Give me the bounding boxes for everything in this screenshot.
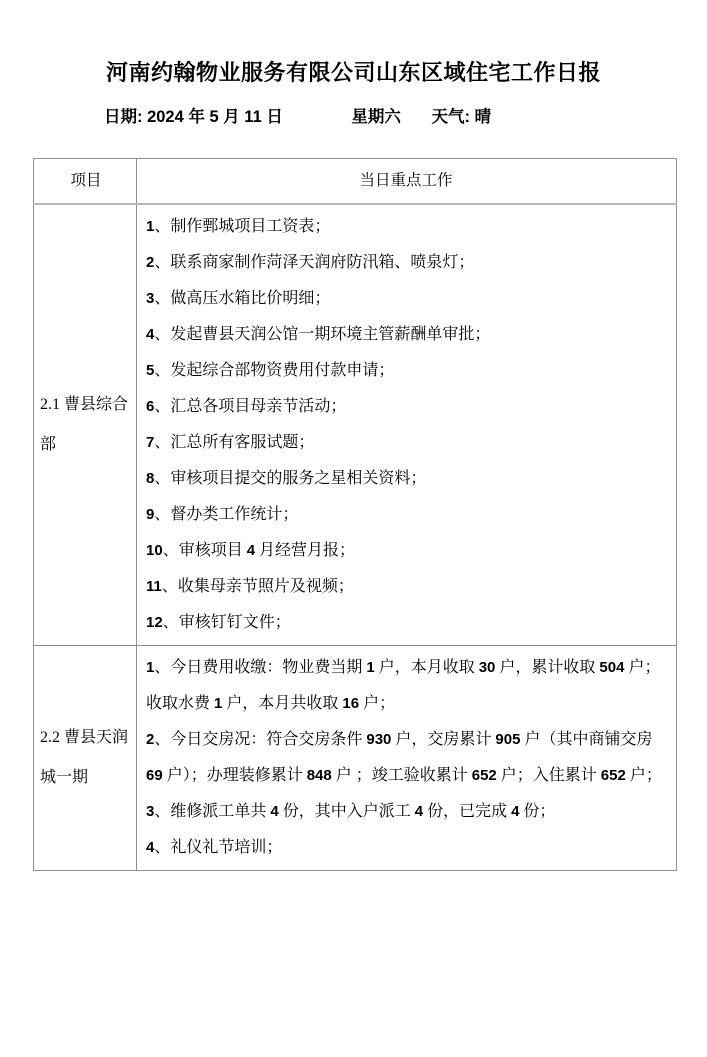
table-row — [34, 204, 677, 646]
weather-text: 天气: 晴 — [431, 108, 492, 126]
work-cell — [137, 204, 677, 646]
project-cell: 2.2 曹县天润城一期 — [34, 646, 137, 871]
work-item: 9、督办类工作统计； — [146, 506, 299, 523]
work-item: 2、今日交房况：符合交房条件 930 户，交房累计 905 户（其中商铺交房 69 户）；办理装修累计 848 户 ；竣工验收累计 652 户；入住累计 652 户； — [146, 731, 662, 784]
work-item: 12、审核钉钉文件； — [146, 614, 291, 631]
header-cell-work: 当日重点工作 — [137, 159, 677, 205]
work-item: 3、维修派工单共 4 份，其中入户派工 4 份，已完成 4 份； — [146, 803, 556, 820]
page-title: 河南约翰物业服务有限公司山东区域住宅工作日报 — [105, 60, 601, 85]
work-item: 4、发起曹县天润公馆一期环境主管薪酬单审批； — [146, 326, 491, 343]
weekday-text: 星期六 — [351, 108, 401, 126]
meta-line — [104, 106, 707, 128]
work-item: 4、礼仪礼节培训； — [146, 839, 283, 856]
table-row — [34, 646, 677, 871]
work-item: 1、制作鄄城项目工资表； — [146, 218, 331, 235]
work-item: 10、审核项目 4 月经营月报； — [146, 542, 356, 559]
work-item: 11、收集母亲节照片及视频； — [146, 578, 354, 595]
date-text: 日期: 2024 年 5 月 11 日 — [104, 108, 283, 126]
header-cell-project: 项目 — [34, 159, 137, 205]
work-item: 1、今日费用收缴：物业费当期 1 户，本月收取 30 户，累计收取 504 户；收取水费 1 户，本月共收取 16 户； — [146, 659, 661, 712]
work-item: 6、汇总各项目母亲节活动； — [146, 398, 347, 415]
work-item: 2、联系商家制作菏泽天润府防汛箱、喷泉灯； — [146, 254, 475, 271]
work-item: 5、发起综合部物资费用付款申请； — [146, 362, 395, 379]
table-header-row — [34, 159, 677, 205]
project-cell: 2.1 曹县综合部 — [34, 204, 137, 646]
work-item: 3、做高压水箱比价明细； — [146, 290, 331, 307]
work-item: 8、审核项目提交的服务之星相关资料； — [146, 470, 427, 487]
work-cell — [137, 646, 677, 871]
daily-report-table — [33, 158, 677, 871]
work-item: 7、汇总所有客服试题； — [146, 434, 315, 451]
